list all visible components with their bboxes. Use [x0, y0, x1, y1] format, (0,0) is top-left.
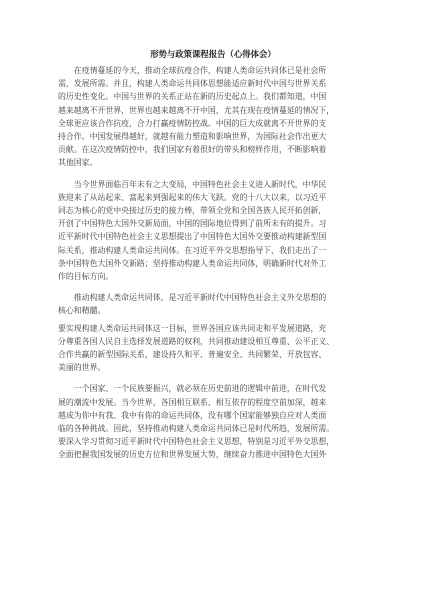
text-line: 同志为核心的党中央接过历史的接力棒，带领全党和全国各族人民开拓创新， — [58, 206, 327, 216]
text-line: 分尊重各国人民自主选择发展道路的权利，共同推动建设相互尊重、公平正义、 — [58, 336, 335, 346]
text-line: 作的目标方向。 — [58, 272, 114, 282]
text-line: 美丽的世界。 — [58, 363, 106, 373]
paragraph — [58, 322, 368, 375]
document-page — [58, 48, 368, 470]
text-line: 全面把握我国发展的历史方位和世界发展大势，继续奋力推进中国特色大国外 — [58, 450, 327, 460]
text-line: 要实现构建人类命运共同体这一目标，世界各国应该共同走和平发展道路，充 — [58, 323, 327, 333]
paragraph — [58, 382, 368, 461]
text-line: 一个国家、一个民族要振兴，就必须在历史前进的逻辑中前进，在时代发 — [58, 384, 327, 394]
text-line: 核心和精髓。 — [58, 306, 106, 316]
text-line: 其他国家。 — [58, 158, 98, 168]
text-line: 条中国特色大国外交新路；坚持推动构建人类命运共同体，明确新时代对外工 — [58, 258, 327, 268]
text-line: 越成为你中有我、我中有你的命运共同体，没有哪个国家能够独自应对人类面 — [58, 410, 327, 420]
text-line: 开创了中国特色大国外交新局面，中国的国际地位得到了前所未有的提升。习 — [58, 219, 327, 229]
text-line: 合作共赢的新型国际关系，建设持久和平、普遍安全、共同繁荣、开放包容、 — [58, 350, 327, 360]
paragraph — [58, 178, 368, 284]
text-line: 际关系，推动构建人类命运共同体。在习近平外交思想指导下，我们走出了一 — [58, 245, 327, 255]
text-line: 全球更应该合作抗疫，合力打赢疫情防控战。中国的巨大成就离不开世界的支 — [58, 118, 327, 128]
text-line: 持合作。中国发展得越好，就越有能力塑造和影响世界，为国际社会作出更大 — [58, 132, 327, 142]
text-line: 越来越离不开世界，世界也越来越离不开中国，尤其在现在疫情蔓延的情况下， — [58, 105, 335, 115]
text-line: 当今世界面临百年未有之大变局，中国特色社会主义进入新时代，中华民 — [58, 179, 327, 189]
text-line: 在疫情蔓延的今天，推动全球抗疫合作，构建人类命运共同体已是社会所 — [58, 66, 327, 75]
text-line: 近平新时代中国特色社会主义思想提出了中国特色大国外交要推动构建新型国 — [58, 232, 327, 242]
text-line: 推动构建人类命运共同体，是习近平新时代中国特色社会主义外交思想的 — [58, 293, 327, 303]
text-line: 族迎来了从站起来、富起来到强起来的伟大飞跃。党的十八大以来，以习近平 — [58, 192, 327, 202]
document-body — [58, 64, 368, 462]
text-line: 需，发展所需。并且，构建人类命运共同体思想能适应新时代中国与世界关系 — [58, 79, 327, 89]
text-line: 贡献。在这次疫情防控中，我们国家有着很好的带头和榜样作用，不断影响着 — [58, 145, 327, 155]
text-line: 要深入学习贯彻习近平新时代中国特色社会主义思想，特别是习近平外交思想， — [58, 437, 335, 447]
document-title: 形势与政策课程报告（心得体会） — [150, 49, 276, 59]
text-line: 的历史性变化。中国与世界的关系正站在新的历史起点上。我们都知道，中国 — [58, 92, 327, 102]
paragraph — [58, 64, 368, 170]
paragraph — [58, 291, 368, 317]
text-line: 临的各种挑战。因此，坚持推动构建人类命运共同体已是时代所趋，发展所需。 — [58, 424, 335, 434]
text-line: 展的潮流中发展。当今世界，各国相互联系、相互依存的程度空前加深，越来 — [58, 397, 327, 407]
